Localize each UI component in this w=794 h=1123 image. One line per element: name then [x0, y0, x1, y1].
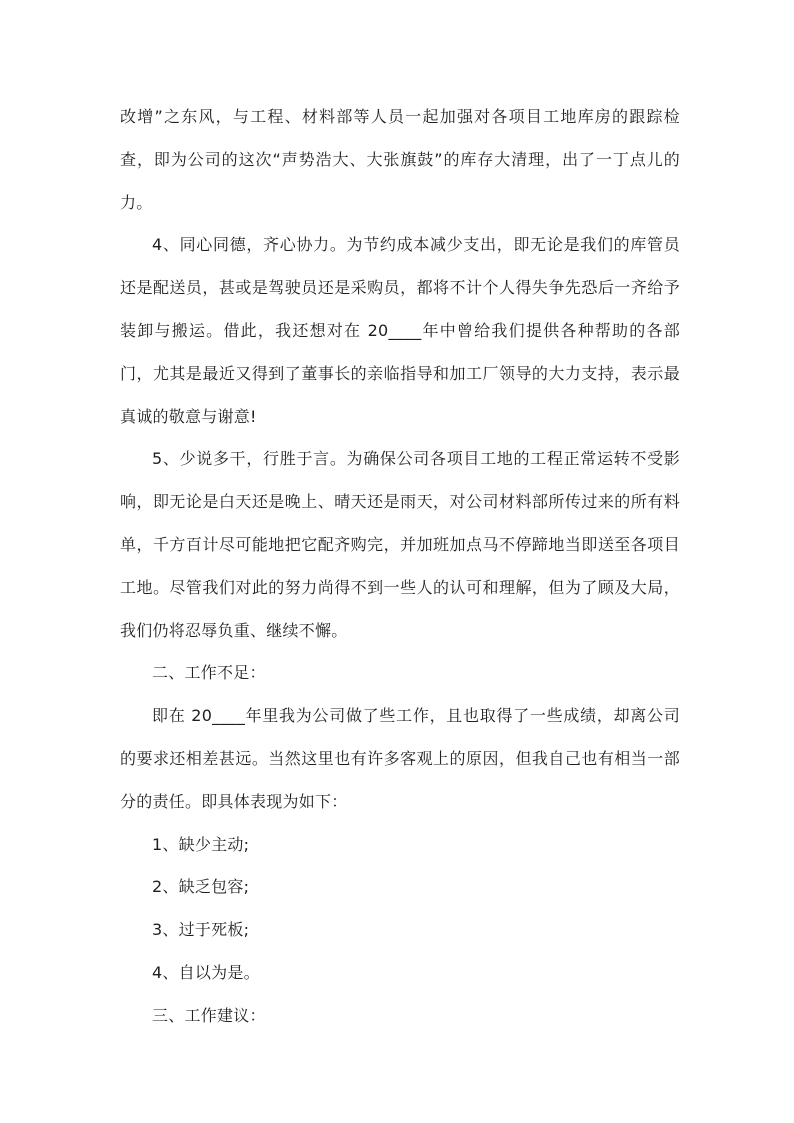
- paragraph: 改增”之东风，与工程、材料部等人员一起加强对各项目工地库房的跟踪检查，即为公司的这次“声势浩大、大张旗鼓”的库存大清理，出了一丁点儿的力。: [120, 107, 680, 212]
- paragraph: 4、同心同德，齐心协力。为节约成本减少支出，即无论是我们的库管员还是配送员，甚或是驾驶员还是采购员，都将不计个人得失争先恐后一齐给予装卸与搬运。借此，我还想对在 20____年中曾给我们提供各种帮助的各部门，尤其是最近又得到了董事长的亲临指导和加工厂领导的大力支持，表示最真诚的敬意与谢意!: [120, 235, 680, 426]
- section-heading: 二、工作不足：: [152, 663, 266, 683]
- document-page: [120, 96, 680, 1038]
- section-heading: 三、工作建议：: [152, 1005, 266, 1025]
- paragraph: 5、少说多干，行胜于言。为确保公司各项目工地的工程正常运转不受影响，即无论是白天还是晚上、晴天还是雨天，对公司材料部所传过来的所有料单，千方百计尽可能地把它配齐购完，并加班加点马不停蹄地当即送至各项目工地。尽管我们对此的努力尚得不到一些人的认可和理解，但为了顾及大局，我们仍将忍辱负重、继续不懈。: [120, 449, 680, 640]
- list-item: 2、缺乏包容;: [152, 877, 250, 897]
- list-item: 4、自以为是。: [152, 962, 260, 982]
- list-item: 3、过于死板;: [152, 920, 250, 940]
- paragraph: 即在 20____年里我为公司做了些工作，且也取得了一些成绩，却离公司的要求还相差甚远。当然这里也有许多客观上的原因，但我自己也有相当一部分的责任。即具体表现为如下：: [120, 706, 680, 811]
- list-item: 1、缺少主动;: [152, 834, 250, 854]
